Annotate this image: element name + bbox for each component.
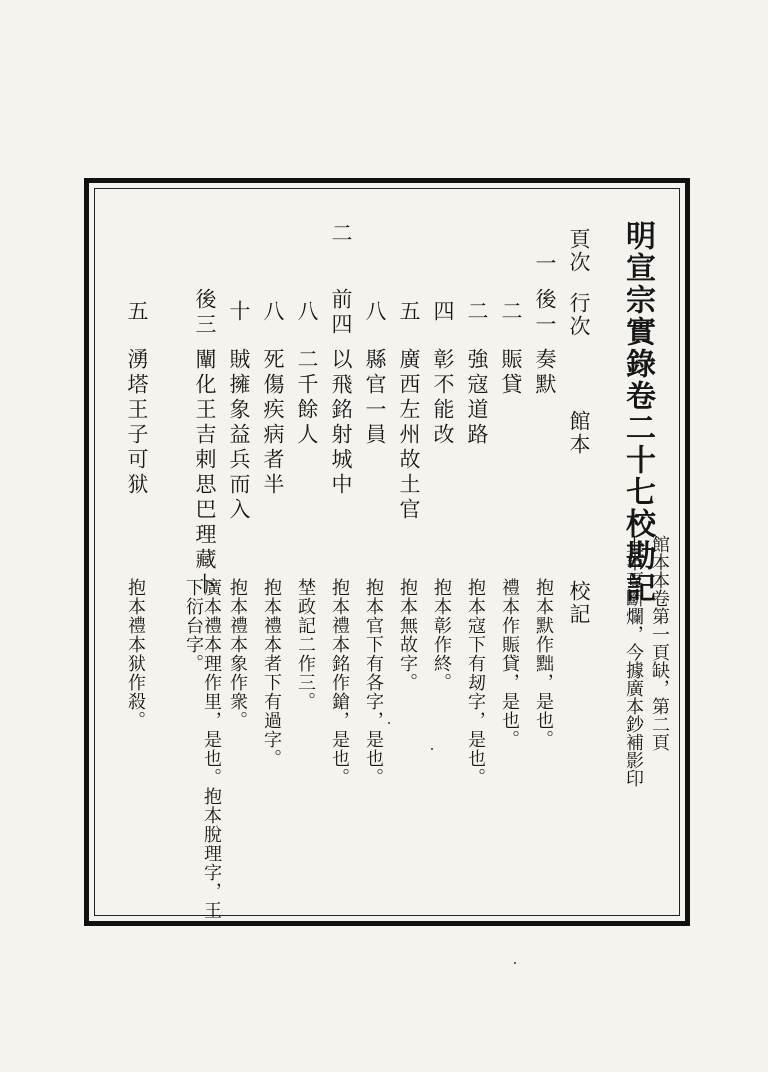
entry-base-text: 湧塔王子可狱 — [125, 348, 149, 498]
entry-base-text: 賊擁象益兵而入 — [227, 348, 251, 523]
entry-base-text: 彰不能改 — [431, 348, 455, 448]
entry-base-text: 死傷疾病者半 — [261, 348, 285, 498]
entry-base-text: 以飛銘射城中 — [329, 348, 353, 498]
entry-row: 四 — [431, 300, 455, 325]
entry-collation-note: 禮本作賑貸，是也。 — [499, 578, 520, 749]
entry-collation-note: 抱本寇下有刼字，是也。 — [465, 578, 486, 787]
entry-row: 前四 — [329, 288, 353, 338]
entry-collation-note: 抱本禮本狱作殺。 — [125, 578, 146, 730]
ink-speck — [514, 962, 516, 964]
entry-base-text: 奏默 — [533, 348, 557, 398]
entry-collation-note: 廣本禮本理作里，是也。抱本脫理字，王下衍台字。 — [183, 578, 222, 920]
note-line-1: 館本本卷第一頁缺，第二頁 — [649, 535, 670, 751]
entry-page: 二 — [329, 222, 353, 247]
entry-row: 五 — [125, 300, 149, 325]
entry-collation-note: 抱本彰作終。 — [431, 578, 452, 692]
entry-row: 八 — [363, 300, 387, 325]
entry-collation-note: 埜政記二作三。 — [295, 578, 316, 711]
entry-row: 八 — [295, 300, 319, 325]
entry-row: 十 — [227, 300, 251, 325]
header-row: 行次 — [567, 292, 591, 338]
note-line-2: 上半頁斷爛，今據廣本鈔補影印 — [623, 535, 644, 787]
entry-base-text: 強寇道路 — [465, 348, 489, 448]
entry-base-text: 闡化王吉剌思巴理藏卜 — [193, 348, 217, 598]
ink-speck — [431, 748, 433, 750]
document-title: 明宣宗實錄卷二十七校勘記 — [620, 220, 655, 604]
entry-base-text: 縣官一員 — [363, 348, 387, 448]
entry-page: 一 — [533, 252, 557, 277]
entry-collation-note: 抱本禮本象作衆。 — [227, 578, 248, 730]
header-base-text: 館本 — [567, 410, 591, 456]
entry-collation-note: 抱本禮本者下有過字。 — [261, 578, 282, 768]
entry-row: 後三 — [193, 288, 217, 338]
entry-row: 二 — [499, 300, 523, 325]
entry-base-text: 二千餘人 — [295, 348, 319, 448]
ink-speck — [388, 722, 390, 724]
entry-row: 五 — [397, 300, 421, 325]
entry-collation-note: 抱本禮本銘作鎗，是也。 — [329, 578, 350, 787]
entry-base-text: 賑貸 — [499, 348, 523, 398]
entry-base-text: 廣西左州故土官 — [397, 348, 421, 523]
header-collation: 校記 — [567, 580, 591, 626]
entry-row: 後一 — [533, 288, 557, 338]
entry-row: 二 — [465, 300, 489, 325]
entry-collation-note: 抱本無故字。 — [397, 578, 418, 692]
header-page: 頁次 — [567, 228, 591, 274]
entry-row: 八 — [261, 300, 285, 325]
entry-collation-note: 抱本默作黜，是也。 — [533, 578, 554, 749]
entry-collation-note: 抱本官下有各字，是也。 — [363, 578, 384, 787]
